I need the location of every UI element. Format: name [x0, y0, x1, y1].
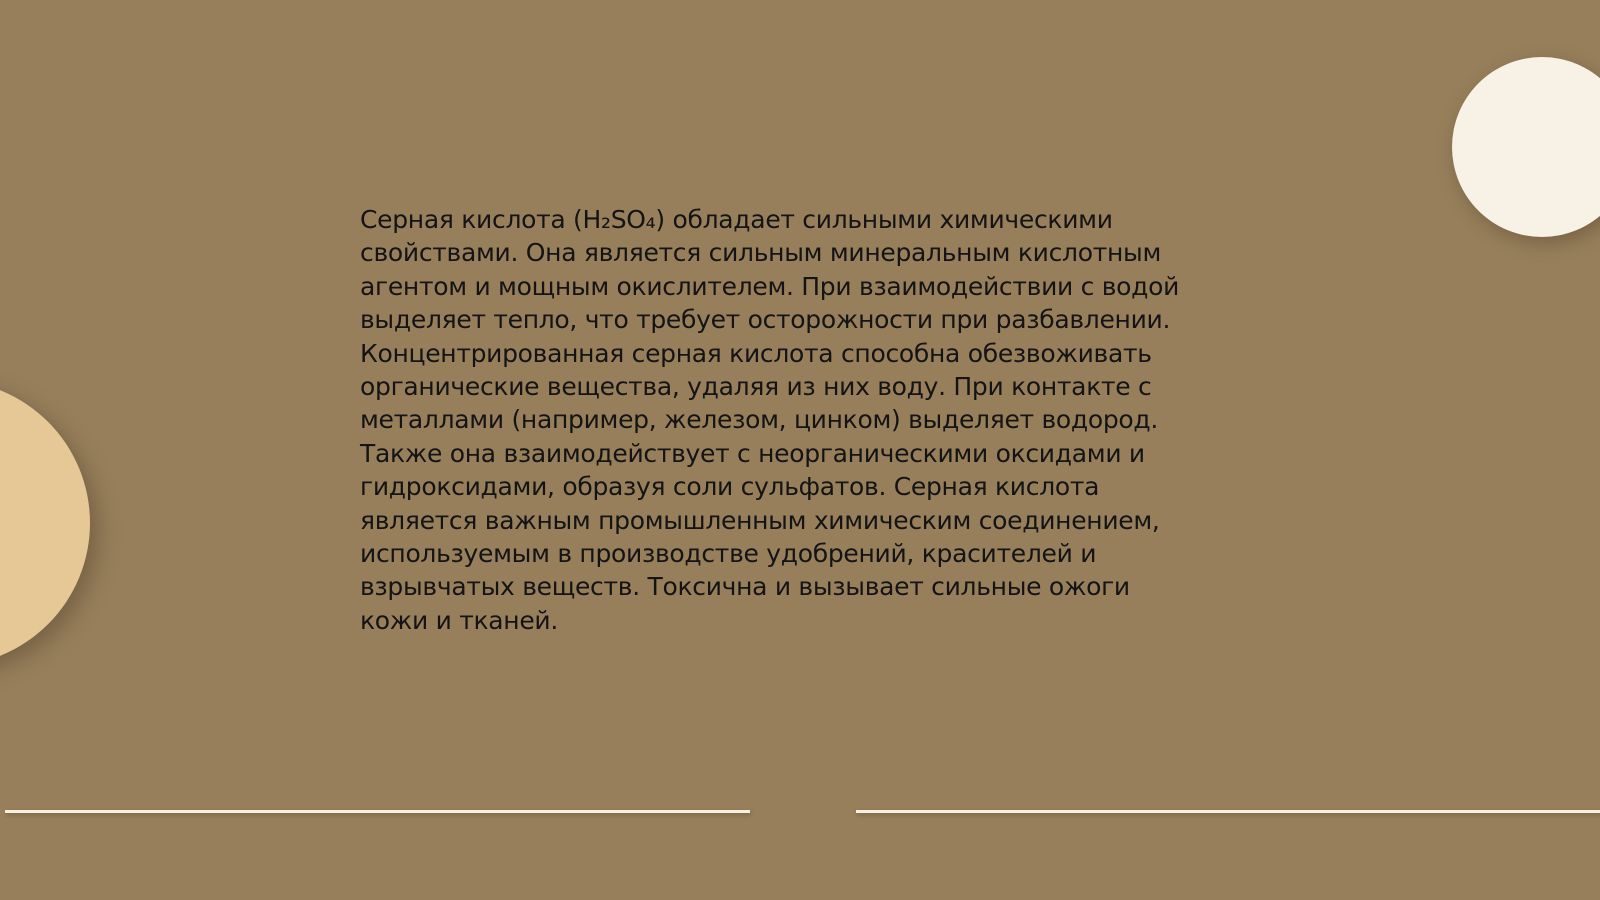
paragraph-line: свойствами. Она является сильным минеральным кислотным — [360, 238, 1162, 268]
body-paragraph — [360, 203, 1240, 637]
paragraph-line: агентом и мощным окислителем. При взаимодействии с водой — [360, 271, 1180, 301]
paragraph-line: Серная кислота (H₂SO₄) обладает сильными химическими — [360, 205, 1113, 234]
paragraph-line: выделяет тепло, что требует осторожности при разбавлении. — [360, 305, 1171, 335]
paragraph-line: Концентрированная серная кислота способна обезвоживать — [360, 338, 1152, 368]
paragraph-line: используемым в производстве удобрений, красителей и — [360, 539, 1097, 569]
paragraph-line: гидроксидами, образуя соли сульфатов. Серная кислота — [360, 472, 1100, 502]
decorative-circle-top-right — [1452, 57, 1600, 237]
paragraph-line: взрывчатых веществ. Токсична и вызывает сильные ожоги — [360, 572, 1130, 602]
divider-line-right — [856, 810, 1600, 813]
divider-line-left — [5, 810, 750, 813]
paragraph-line: металлами (например, железом, цинком) выделяет водород. — [360, 405, 1159, 435]
paragraph-line: кожи и тканей. — [360, 605, 559, 635]
decorative-circle-left — [0, 380, 90, 666]
paragraph-line: является важным промышленным химическим соединением, — [360, 505, 1160, 535]
paragraph-line: Также она взаимодействует с неорганическими оксидами и — [360, 438, 1145, 468]
paragraph-line: органические вещества, удаляя из них воду. При контакте с — [360, 372, 1152, 402]
